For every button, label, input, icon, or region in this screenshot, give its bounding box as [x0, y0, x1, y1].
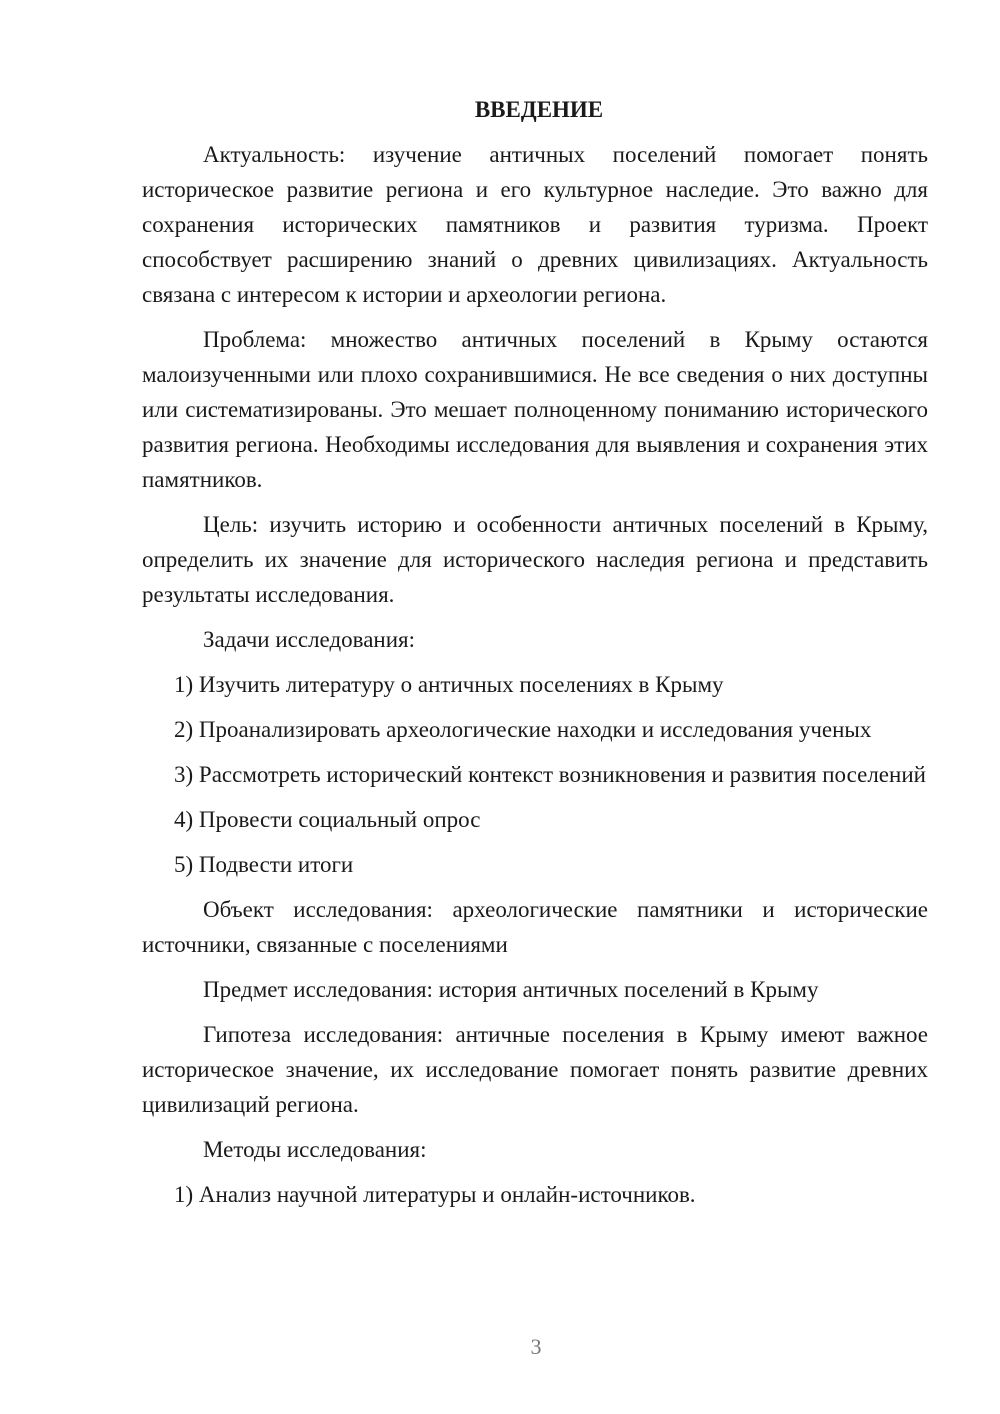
hypothesis-paragraph: Гипотеза исследования: античные поселения в Крыму имеют важное историческое значение, их исследование помогает понять развитие древних цивилизаций региона.	[142, 1022, 928, 1117]
section-heading: ВВЕДЕНИЕ	[474, 97, 604, 122]
task-item: 4) Провести социальный опрос	[174, 807, 481, 832]
problem-paragraph: Проблема: множество античных поселений в Крыму остаются малоизученными или плохо сохранившимися. Не все сведения о них доступны или систематизированы. Это мешает полноценному пониманию исторического развития региона. Необходимы исследования для выявления и сохранения этих памятников.	[142, 327, 928, 492]
subject-paragraph: Предмет исследования: история античных поселений в Крыму	[203, 977, 819, 1002]
goal-paragraph: Цель: изучить историю и особенности античных поселений в Крыму, определить их значение для исторического наследия региона и представить результаты исследования.	[142, 512, 928, 607]
relevance-paragraph: Актуальность: изучение античных поселений помогает понять историческое развитие региона и его культурное наследие. Это важно для сохранения исторических памятников и развития туризма. Проект способствует расширению знаний о древних цивилизациях. Актуальность связана с интересом к истории и археологии региона.	[142, 142, 928, 307]
task-item: 3) Рассмотреть исторический контекст возникновения и развития поселений	[174, 762, 926, 787]
task-item: 1) Изучить литературу о античных поселениях в Крыму	[174, 672, 724, 697]
tasks-title: Задачи исследования:	[203, 627, 416, 652]
method-item: 1) Анализ научной литературы и онлайн-источников.	[174, 1182, 696, 1207]
task-item: 5) Подвести итоги	[174, 852, 354, 877]
methods-title: Методы исследования:	[203, 1137, 427, 1162]
object-paragraph: Объект исследования: археологические памятники и исторические источники, связанные с поселениями	[142, 897, 928, 957]
page-body	[142, 95, 928, 1222]
task-item: 2) Проанализировать археологические находки и исследования ученых	[174, 717, 872, 742]
page-number: 3	[530, 1334, 542, 1359]
